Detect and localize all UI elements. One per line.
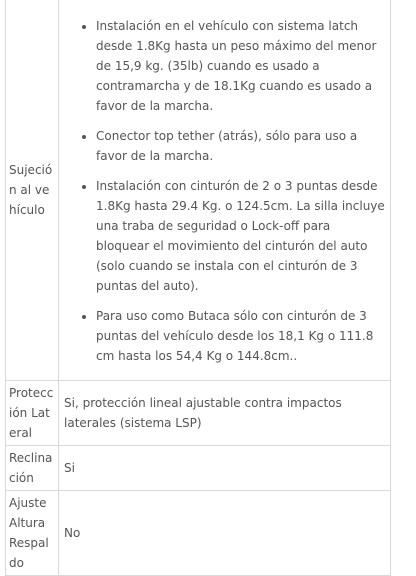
- spec-row-proteccion: [6, 381, 391, 446]
- list-item: • Para uso como Butaca sólo con cinturón de 3 puntas del vehículo desde los 18,1 Kg o 111.8 cm hasta los 54,4 Kg o 144.8cm..: [96, 306, 386, 366]
- spec-row-sujecion: [6, 0, 391, 381]
- list-item: • Instalación con cinturón de 2 o 3 puntas desde 1.8Kg hasta 29.4 Kg. o 124.5cm. La silla incluye una traba de seguridad o Lock-off para bloquear el movimiento del cinturón del auto (solo cuando se instala con el cinturón de 3 puntas del auto).: [96, 176, 386, 296]
- spec-label: Ajuste Altura Respaldo: [6, 491, 59, 576]
- spec-label: Protección Lateral: [6, 381, 59, 446]
- list-item: • Conector top tether (atrás), sólo para uso a favor de la marcha.: [96, 126, 386, 166]
- spec-value: No: [59, 491, 391, 576]
- spec-value: [59, 0, 391, 381]
- spec-value: Si: [59, 446, 391, 491]
- spec-value: Si, protección lineal ajustable contra impactos laterales (sistema LSP): [59, 381, 391, 446]
- spec-label: Reclinación: [6, 446, 59, 491]
- bullet-list: [64, 16, 386, 366]
- spec-row-ajuste-altura: [6, 491, 391, 576]
- list-item: • Instalación en el vehículo con sistema latch desde 1.8Kg hasta un peso máximo del menor de 15,9 kg. (35lb) cuando es usado a contramarcha y de 18.1Kg cuando es usado a favor de la marcha.: [96, 16, 386, 116]
- specs-table: [5, 0, 391, 576]
- spec-label: Sujeción al vehículo: [6, 0, 59, 381]
- spec-row-reclinacion: [6, 446, 391, 491]
